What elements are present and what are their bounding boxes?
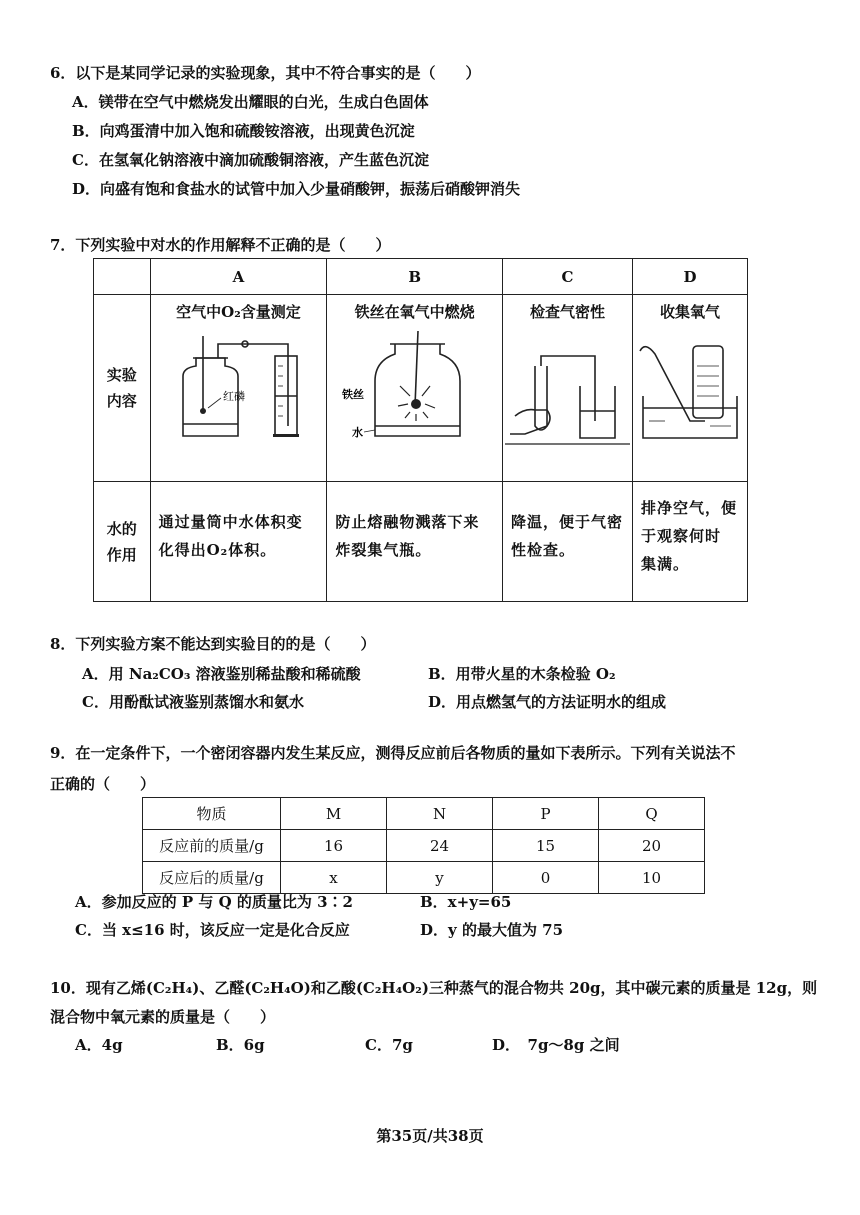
q9-table: [142, 797, 705, 894]
q9-table-row-before: [143, 830, 705, 862]
q10-stem-line1: 10．现有乙烯(C₂H₄)、乙醛(C₂H₄O)和乙酸(C₂H₄O₂)三种蒸气的混合物共 20g，其中碳元素的质量是 12g，则: [50, 979, 818, 997]
q7-table: [93, 258, 748, 602]
q7-explanation-c-line1: 降温，便于气密: [511, 513, 624, 531]
water-label: 水: [351, 426, 363, 439]
q7-explanation-c-line2: 性检查。: [511, 541, 576, 559]
q7-row-label-role-line2: 作用: [106, 545, 137, 564]
q7-cell-c-apparatus: [503, 295, 633, 482]
q7-row-label-content: [94, 295, 151, 482]
q9-stem-line2: 正确的（ ）: [50, 775, 156, 793]
q10-option-c: C．7g: [365, 1036, 413, 1054]
q7-explanation-a-line1: 通过量筒中水体积变: [158, 513, 303, 531]
q7-explanation-b-line1: 防止熔融物溅落下来: [335, 513, 480, 531]
q8-stem: 8．下列实验方案不能达到实验目的的是（ ）: [50, 635, 376, 653]
q6-option-b: B．向鸡蛋清中加入饱和硫酸铵溶液，出现黄色沉淀: [72, 122, 415, 140]
q9-header-m: M: [281, 798, 387, 830]
q7-title-c: 检查气密性: [530, 303, 606, 321]
red-phosphorus-label: 红磷: [223, 390, 246, 403]
q7-explanation-c: [503, 482, 633, 602]
q10-option-d: D． 7g～8g 之间: [492, 1036, 620, 1054]
q9-table-header-row: [143, 798, 705, 830]
test-tube-beaker-diagram: [505, 326, 630, 446]
q9-option-d: D．y 的最大值为 75: [420, 921, 564, 939]
flask-burette-diagram: [163, 326, 313, 446]
q6-option-c: C．在氢氧化钠溶液中滴加硫酸铜溶液，产生蓝色沉淀: [72, 151, 429, 169]
q9-cell: x: [281, 862, 387, 894]
q9-header-n: N: [387, 798, 493, 830]
q10-option-a: A．4g: [75, 1036, 123, 1054]
q9-cell: 24: [387, 830, 493, 862]
q9-cell: y: [387, 862, 493, 894]
q8-option-c: C．用酚酞试液鉴别蒸馏水和氨水: [82, 693, 304, 711]
q7-header-a: A: [150, 259, 327, 295]
q6-stem: 6．以下是某同学记录的实验现象，其中不符合事实的是（ ）: [50, 64, 481, 82]
q9-cell: 反应前的质量/g: [143, 830, 281, 862]
q7-explanation-b-line2: 炸裂集气瓶。: [335, 541, 432, 559]
q7-title-a: 空气中O₂含量测定: [176, 303, 301, 321]
q8-option-b: B．用带火星的木条检验 O₂: [428, 665, 616, 683]
q9-cell: 16: [281, 830, 387, 862]
q7-title-b: 铁丝在氧气中燃烧: [354, 303, 475, 321]
q7-row-label-content-line1: 实验: [106, 366, 137, 384]
q9-option-b: B．x+y=65: [420, 893, 512, 911]
water-trough-diagram: [635, 326, 745, 446]
q7-explanation-a: [150, 482, 327, 602]
q9-header-q: Q: [599, 798, 705, 830]
q7-header-d: D: [633, 259, 748, 295]
q7-row-label-content-line2: 内容: [106, 392, 137, 410]
q6-option-a: A．镁带在空气中燃烧发出耀眼的白光，生成白色固体: [72, 93, 429, 111]
q7-row-label-role-line1: 水的: [106, 519, 137, 538]
q8-option-a: A．用 Na₂CO₃ 溶液鉴别稀盐酸和稀硫酸: [82, 665, 361, 683]
q9-cell: 10: [599, 862, 705, 894]
q7-stem: 7．下列实验中对水的作用解释不正确的是（ ）: [50, 236, 391, 254]
q6-option-d: D．向盛有饱和食盐水的试管中加入少量硝酸钾，振荡后硝酸钾消失: [72, 180, 521, 198]
q9-header-substance: 物质: [143, 798, 281, 830]
q9-cell: 反应后的质量/g: [143, 862, 281, 894]
q7-title-d: 收集氧气: [659, 303, 720, 321]
q9-header-p: P: [493, 798, 599, 830]
q9-option-a: A．参加反应的 P 与 Q 的质量比为 3∶2: [75, 893, 353, 911]
q9-stem-line1: 9．在一定条件下，一个密闭容器内发生某反应，测得反应前后各物质的量如下表所示。下列有关说法不: [50, 744, 736, 762]
q9-cell: 0: [493, 862, 599, 894]
q9-option-c: C．当 x≤16 时，该反应一定是化合反应: [75, 921, 350, 939]
q9-table-row-after: [143, 862, 705, 894]
q8-option-d: D．用点燃氢气的方法证明水的组成: [428, 693, 667, 711]
q9-cell: 15: [493, 830, 599, 862]
q7-explanation-d: [633, 482, 748, 602]
q7-explanation-a-line2: 化得出O₂体积。: [158, 541, 277, 559]
q7-explanation-d-line1: 排净空气，便: [641, 499, 738, 517]
q7-row-label-role: [94, 482, 151, 602]
q7-header-b: B: [327, 259, 503, 295]
q7-header-blank: [94, 259, 151, 295]
q7-explanation-d-line2: 于观察何时: [641, 527, 722, 545]
q7-cell-d-apparatus: [633, 295, 748, 482]
q7-cell-b-apparatus: [327, 295, 503, 482]
page-number: 第35页/共38页: [376, 1127, 484, 1145]
gas-jar-diagram: [340, 326, 490, 446]
iron-wire-label: 铁丝: [341, 388, 364, 401]
q7-explanation-d-line3: 集满。: [641, 555, 690, 573]
q7-header-c: C: [503, 259, 633, 295]
q7-explanation-b: [327, 482, 503, 602]
q7-cell-a-apparatus: [150, 295, 327, 482]
q9-cell: 20: [599, 830, 705, 862]
q10-stem-line2: 混合物中氧元素的质量是（ ）: [50, 1008, 276, 1026]
q10-option-b: B．6g: [216, 1036, 265, 1054]
